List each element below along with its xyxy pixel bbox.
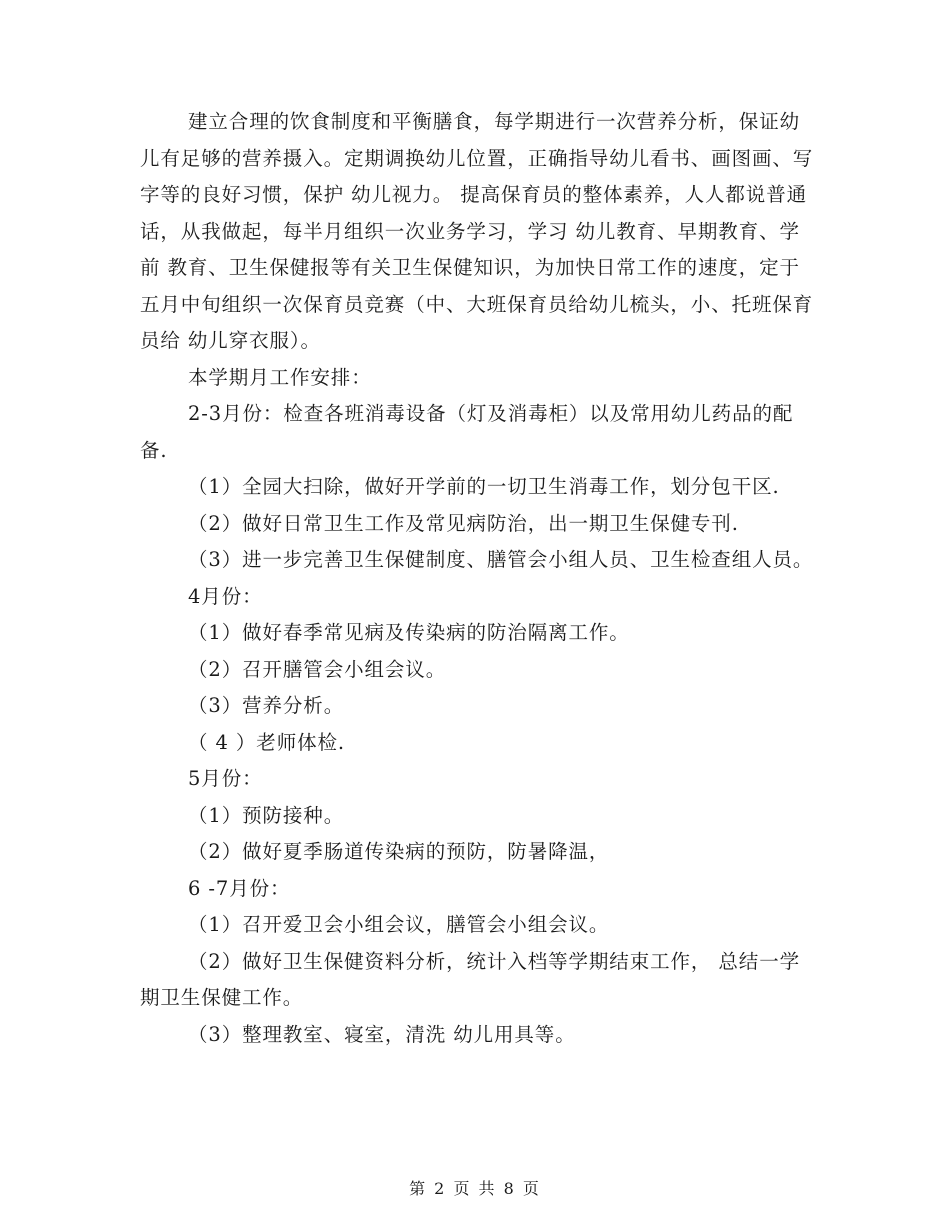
paragraph-april-item-3: （3）营养分析。 <box>188 694 345 717</box>
paragraph-jun-jul-heading: 6 -7月份： <box>188 876 291 900</box>
paragraph-april-item-2: （2）召开膳管会小组会议。 <box>188 657 447 681</box>
paragraph-may-heading: 5月份： <box>188 767 263 790</box>
paragraph-jun-jul-item-3: （3）整理教室、寝室，清洗 幼儿用具等。 <box>188 1022 576 1046</box>
paragraph-feb-mar-item-2: （2）做好日常卫生工作及常见病防治，出一期卫生保健专刊. <box>188 511 739 535</box>
paragraph-april-heading: 4月份： <box>188 584 263 608</box>
paragraph-feb-mar-heading: 2-3月份：检查各班消毒设备（灯及消毒柜）以及常用幼儿药品的配备. <box>140 402 794 462</box>
paragraph-jun-jul-item-2: （2）做好卫生保健资料分析，统计入档等学期结束工作， 总结一学期卫生保健工作。 <box>140 949 801 1009</box>
paragraph-monthly-schedule-heading: 本学期月工作安排： <box>188 365 372 389</box>
paragraph-april-item-1: （1）做好春季常见病及传染病的防治隔离工作。 <box>188 621 630 644</box>
paragraph-may-item-2: （2）做好夏季肠道传染病的预防，防暑降温， <box>188 840 610 863</box>
paragraph-may-item-1: （1）预防接种。 <box>188 803 345 827</box>
paragraph-feb-mar-item-1: （1）全园大扫除，做好开学前的一切卫生消毒工作，划分包干区. <box>188 475 780 498</box>
paragraph-april-item-4: （ 4 ）老师体检. <box>188 730 346 754</box>
paragraph-nutrition-plan: 建立合理的饮食制度和平衡膳食，每学期进行一次营养分析，保证幼儿有足够的营养摄入。定期调换幼儿位置，正确指导幼儿看书、画图画、写字等的良好习惯，保护 幼儿视力。 提高保育员的整体素养，人人都说普通话，从我做起，每半月组织一次业务学习，学习 幼儿教育、早期教育、学前 教育、卫生保健报等有关卫生保健知识，为加快日常工作的速度，定于五月中旬组织一次保育员竞赛（中、大班保育员给幼儿梳头，小、托班保育员给 幼儿穿衣服）。 <box>140 110 814 352</box>
paragraph-feb-mar-item-3: （3）进一步完善卫生保健制度、膳管会小组人员、卫生检查组人员。 <box>188 548 814 571</box>
paragraph-jun-jul-item-1: （1）召开爱卫会小组会议，膳管会小组会议。 <box>188 913 610 936</box>
document-body <box>140 104 815 1053</box>
page-number-footer: 第 2 页 共 8 页 <box>409 1179 541 1198</box>
